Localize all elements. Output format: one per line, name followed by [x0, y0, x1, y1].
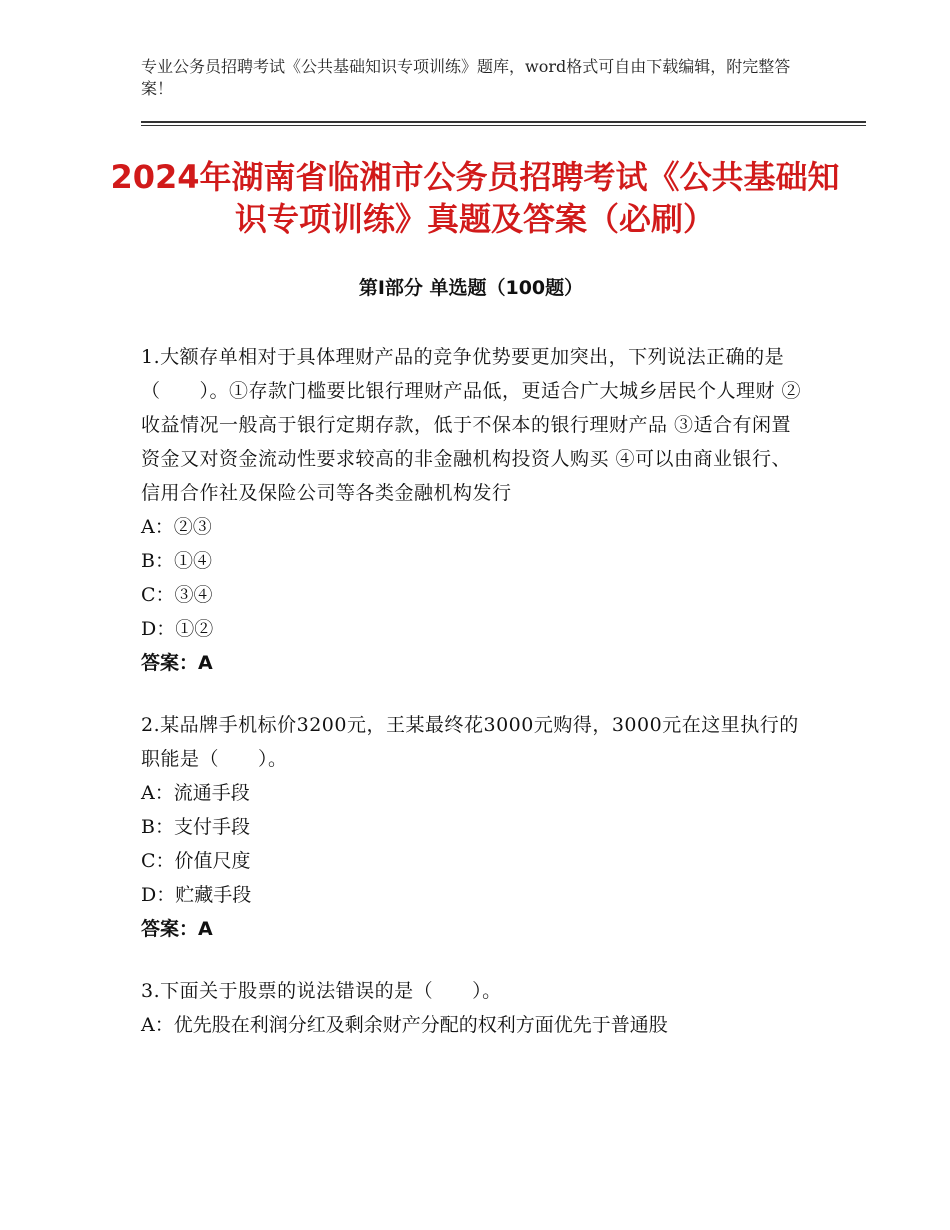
question-stem: 3.下面关于股票的说法错误的是（ ）。 — [141, 980, 502, 1002]
header-note: 专业公务员招聘考试《公共基础知识专项训练》题库，word格式可自由下载编辑，附完整答案！ — [141, 57, 791, 98]
option-d: D：贮藏手段 — [141, 884, 252, 906]
option-d: D：①② — [141, 618, 214, 640]
option-a: A：②③ — [141, 516, 212, 538]
answer-line: 答案：A — [141, 652, 213, 674]
option-c: C：③④ — [141, 584, 213, 606]
question-stem: 2.某品牌手机标价3200元，王某最终花3000元购得，3000元在这里执行的职能是（ ）。 — [141, 714, 799, 770]
question-list — [141, 340, 806, 1070]
answer-line: 答案：A — [141, 918, 213, 940]
option-a: A：优先股在利润分红及剩余财产分配的权利方面优先于普通股 — [141, 1014, 668, 1036]
question-stem: 1.大额存单相对于具体理财产品的竞争优势要更加突出，下列说法正确的是（ ）。①存款门槛要比银行理财产品低，更适合广大城乡居民个人理财 ②收益情况一般高于银行定期存款，低于不保本的银行理财产品 ③适合有闲置资金又对资金流动性要求较高的非金融机构投资人购买 ④可以由商业银行、信用合作社及保险公司等各类金融机构发行 — [141, 346, 802, 504]
header-rule-thick — [141, 121, 866, 123]
header-rule-thin — [141, 125, 866, 126]
option-b: B：支付手段 — [141, 816, 250, 838]
question-2 — [141, 708, 806, 946]
question-1 — [141, 340, 806, 680]
option-c: C：价值尺度 — [141, 850, 251, 872]
question-3 — [141, 974, 806, 1042]
option-b: B：①④ — [141, 550, 212, 572]
section-heading: 第I部分 单选题（100题） — [358, 277, 584, 299]
option-a: A：流通手段 — [141, 782, 250, 804]
document-title: 2024年湖南省临湘市公务员招聘考试《公共基础知识专项训练》真题及答案（必刷） — [110, 158, 840, 238]
